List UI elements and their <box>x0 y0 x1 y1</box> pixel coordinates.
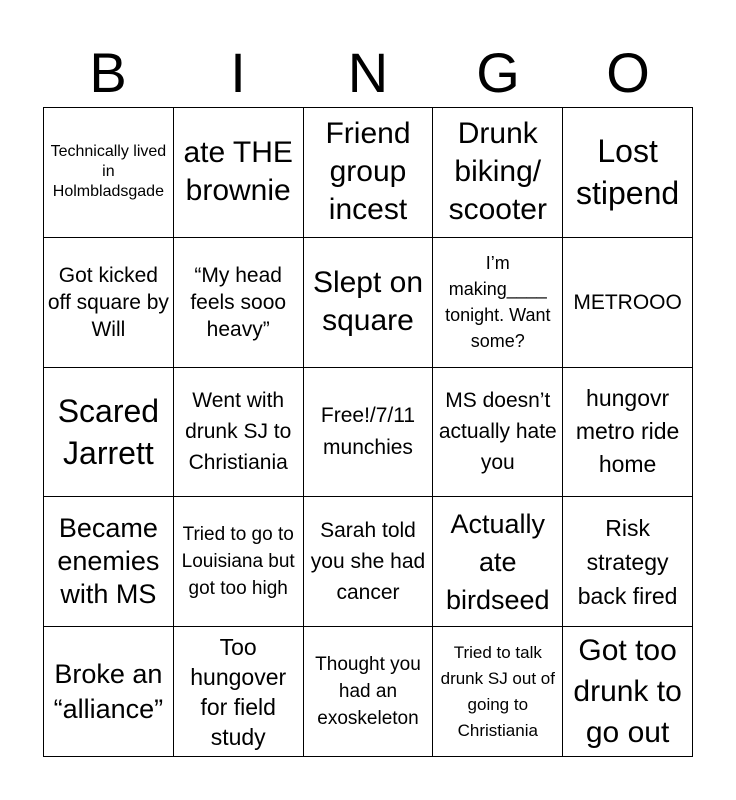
bingo-cell-r2c1[interactable] <box>44 238 174 368</box>
cell-text: Too hungover for field study <box>190 633 287 750</box>
header-letter-g: G <box>476 41 520 104</box>
cell-text: Got too drunk to go out <box>573 634 682 750</box>
cell-text: “My head feels sooo heavy” <box>190 263 287 341</box>
cell-text: Thought you had an exoskeleton <box>315 654 421 730</box>
cell-text: I’m making____ tonight. Want some? <box>445 253 551 352</box>
cell-text: Friend group incest <box>325 117 411 227</box>
cell-text: hungovr metro ride home <box>575 385 680 478</box>
cell-text: Tried to go to Louisiana but got too high <box>181 524 295 600</box>
bingo-cell-r1c5[interactable] <box>563 108 693 238</box>
bingo-cell-r2c3[interactable] <box>304 238 434 368</box>
cell-text: Got kicked off square by Will <box>47 263 169 341</box>
bingo-cell-r4c5[interactable] <box>563 497 693 627</box>
cell-text: ate THE brownie <box>183 136 293 208</box>
bingo-cell-r5c4[interactable] <box>433 627 563 757</box>
cell-text: Tried to talk drunk SJ out of going to Christiania <box>440 642 555 740</box>
header-letter-n: N <box>347 41 389 104</box>
cell-text: METROOO <box>573 290 682 314</box>
bingo-cell-r5c3[interactable] <box>304 627 434 757</box>
cell-text: Actually ate birdseed <box>446 508 550 615</box>
bingo-cell-r2c4[interactable] <box>433 238 563 368</box>
bingo-cell-r5c1[interactable] <box>44 627 174 757</box>
bingo-cell-r5c2[interactable] <box>174 627 304 757</box>
bingo-cell-r2c5[interactable] <box>563 238 693 368</box>
bingo-cell-r3c3[interactable] <box>304 368 434 498</box>
header-letter-b: B <box>89 41 127 104</box>
header-letter-i: I <box>230 41 246 104</box>
bingo-cell-r3c1[interactable] <box>44 368 174 498</box>
cell-text: Went with drunk SJ to Christiania <box>185 389 292 475</box>
bingo-cell-r1c2[interactable] <box>174 108 304 238</box>
bingo-cell-r1c4[interactable] <box>433 108 563 238</box>
cell-text: Technically lived in Holmbladsgade <box>50 143 167 201</box>
header-letter-o: O <box>606 41 650 104</box>
bingo-cell-r4c2[interactable] <box>174 497 304 627</box>
cell-text: Lost stipend <box>576 133 680 212</box>
cell-text: Risk strategy back fired <box>577 514 678 609</box>
bingo-cell-r1c1[interactable] <box>44 108 174 238</box>
cell-text: Free!/7/11 munchies <box>320 403 416 459</box>
bingo-grid <box>43 107 693 757</box>
bingo-cell-r4c4[interactable] <box>433 497 563 627</box>
cell-text: Scared Jarrett <box>57 392 160 471</box>
cell-text: Drunk biking/ scooter <box>448 117 547 227</box>
cell-text: Sarah told you she had cancer <box>310 519 426 605</box>
bingo-cell-r3c4[interactable] <box>433 368 563 498</box>
bingo-cell-r4c3[interactable] <box>304 497 434 627</box>
cell-text: Became enemies with MS <box>57 513 160 610</box>
cell-text: Slept on square <box>312 266 424 338</box>
cell-text: MS doesn’t actually hate you <box>438 389 557 475</box>
bingo-cell-r3c2[interactable] <box>174 368 304 498</box>
bingo-cell-r5c5[interactable] <box>563 627 693 757</box>
bingo-header <box>43 40 693 106</box>
bingo-cell-r4c1[interactable] <box>44 497 174 627</box>
bingo-cell-r1c3[interactable] <box>304 108 434 238</box>
cell-text: Broke an “alliance” <box>53 658 164 724</box>
bingo-cell-r3c5[interactable] <box>563 368 693 498</box>
bingo-cell-r2c2[interactable] <box>174 238 304 368</box>
